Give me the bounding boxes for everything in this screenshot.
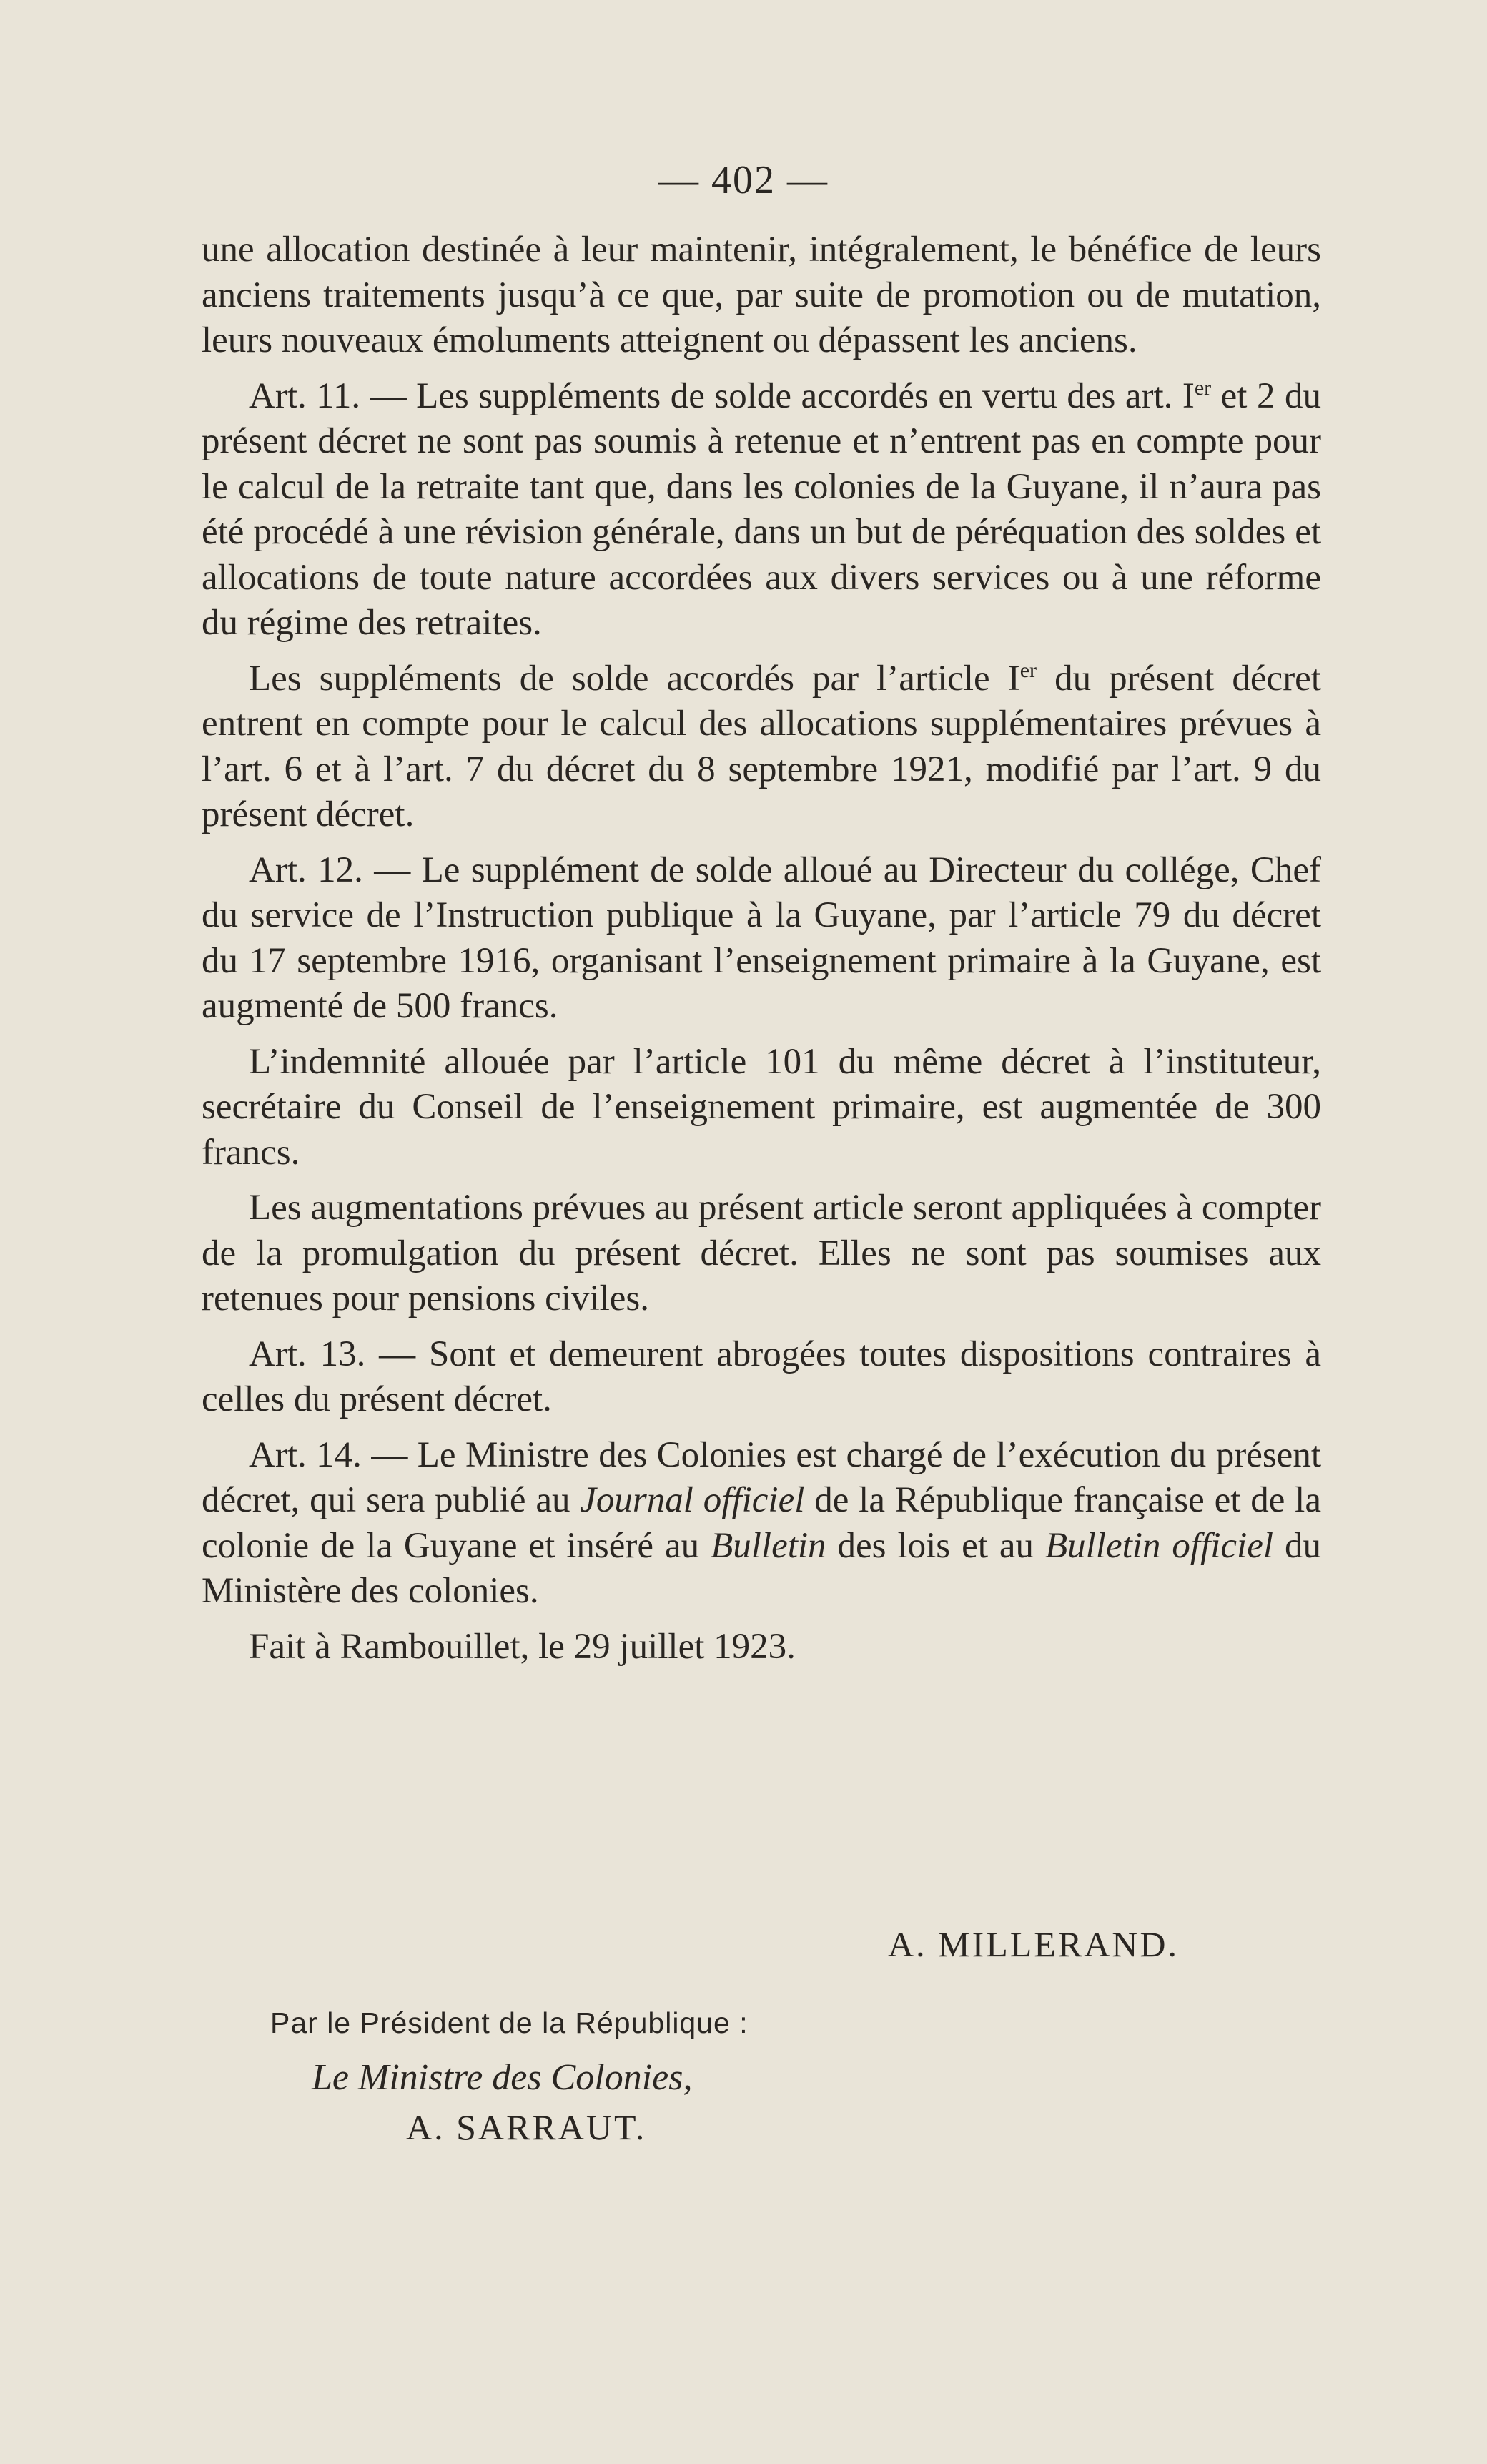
document-body bbox=[202, 227, 1321, 1680]
paragraph-art-14 bbox=[202, 1433, 1321, 1615]
paragraph-augmentations: Les augmentations prévues au présent article seront appliquées à compter de la promulgation du présent décret. Elles ne sont pas soumises aux retenues pour pensions civiles. bbox=[202, 1188, 1321, 1319]
paragraph-art-13: Art. 13. — Sont et demeurent abrogées toutes dispositions contraires à celles du présent décret. bbox=[202, 1334, 1321, 1419]
journal-officiel-title: Journal officiel bbox=[580, 1480, 805, 1520]
paragraph-art-12: Art. 12. — Le supplément de solde alloué au Directeur du collége, Chef du service de l’Instruction publique à la Guyane, par l’article 79 du décret du 17 septembre 1916, organisant l’enseignement primaire à la Guyane, est augmenté de 500 francs. bbox=[202, 849, 1321, 1026]
paragraph-art-11 bbox=[202, 374, 1321, 646]
text-span: des lois et au bbox=[826, 1525, 1045, 1566]
superscript: er bbox=[1019, 658, 1037, 682]
president-line: Par le Président de la République : bbox=[270, 2006, 749, 2039]
text-span: du présent décret entrent en compte pour le calcul des allocations supplémentaires prévues à l’art. 6 et à l’art. 7 du décret du 8 septembre 1921, modifié par l’art. 9 du présent décret. bbox=[202, 658, 1321, 834]
text-span: Les suppléments de solde accordés par l’article I bbox=[249, 658, 1020, 699]
text-span: du Ministère des colonies. bbox=[202, 1525, 1321, 1611]
text-span: Art. 11. — Les suppléments de solde accordés en vertu des art. I bbox=[249, 375, 1195, 416]
bulletin-officiel-title: Bulletin officiel bbox=[1044, 1525, 1274, 1566]
superscript: er bbox=[1194, 375, 1212, 400]
paragraph-supplements bbox=[202, 656, 1321, 838]
paragraph-allocation: une allocation destinée à leur maintenir, intégralement, le bénéfice de leurs anciens traitements jusqu’à ce que, par suite de promotion ou de mutation, leurs nouveaux émoluments atteignent ou dépassent les anciens. bbox=[202, 230, 1321, 360]
page-number: — 402 — bbox=[658, 158, 829, 202]
signature-sarraut: A. SARRAUT. bbox=[406, 2107, 647, 2147]
text-span: Art. 14. — Le Ministre des Colonies est chargé de l’exécution du présent décret, qui sera publié au bbox=[202, 1434, 1321, 1520]
bulletin-title: Bulletin bbox=[711, 1525, 826, 1566]
paragraph-indemnite: L’indemnité allouée par l’article 101 du même décret à l’instituteur, secrétaire du Conseil de l’enseignement primaire, est augmentée de 300 francs. bbox=[202, 1041, 1321, 1173]
text-span: de la République française et de la colonie de la Guyane et inséré au bbox=[202, 1480, 1321, 1566]
signature-millerand: A. MILLERAND. bbox=[888, 1924, 1180, 1964]
minister-title: Le Ministre des Colonies, bbox=[312, 2057, 693, 2098]
text-span: et 2 du présent décret ne sont pas soumis à retenue et n’entrent pas en compte pour le calcul de la retraite tant que, dans les colonies de la Guyane, il n’aura pas été procédé à une révision générale, dans un but de péréquation des soldes et allocations de toute nature accordées aux divers services ou à une réforme du régime des retraites. bbox=[202, 375, 1321, 643]
paragraph-fait-a: Fait à Rambouillet, le 29 juillet 1923. bbox=[249, 1626, 796, 1667]
